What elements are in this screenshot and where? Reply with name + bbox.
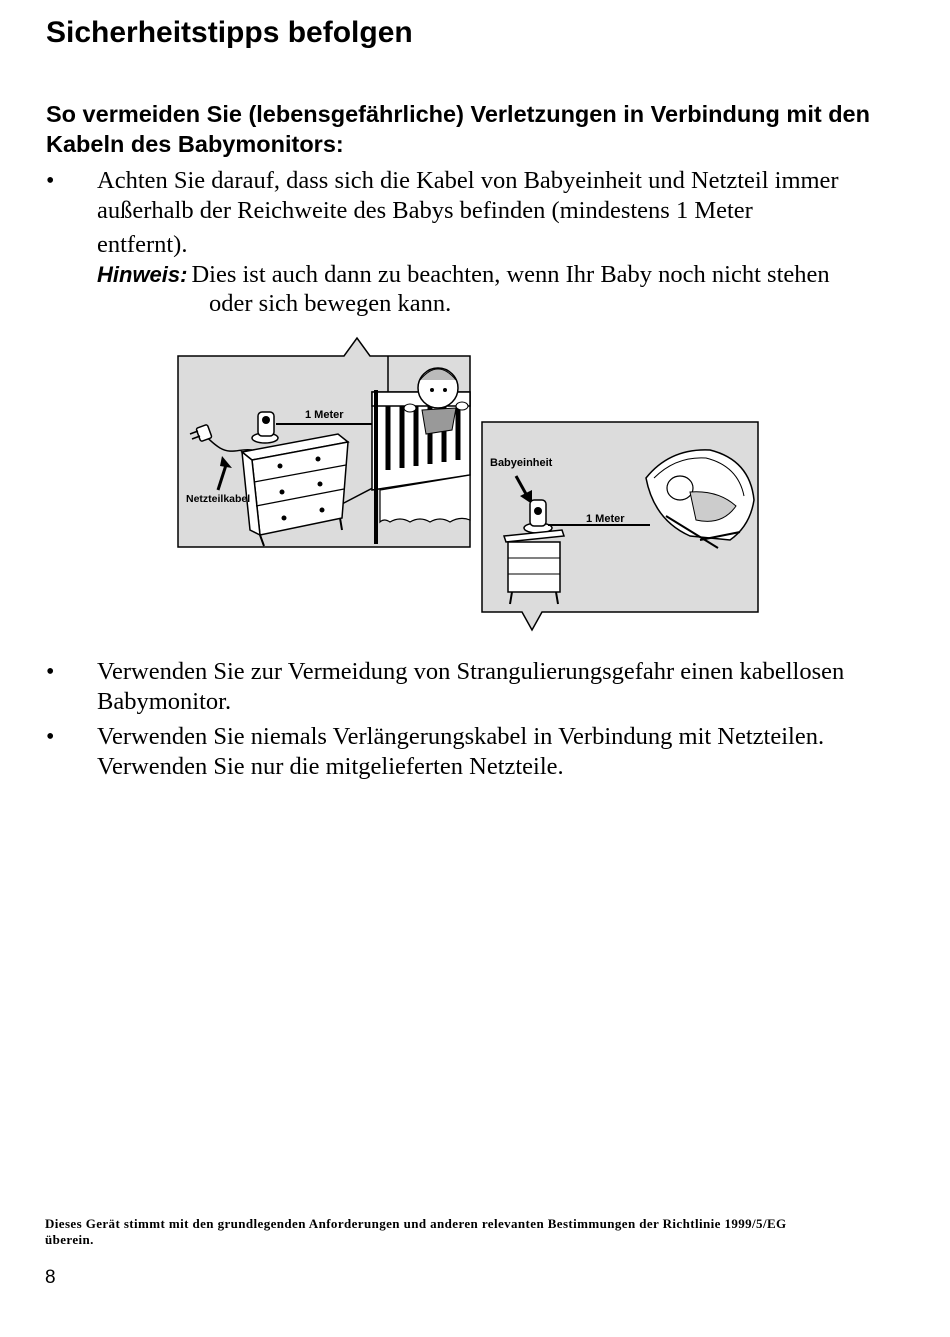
bullet-2: • bbox=[46, 659, 55, 685]
right-panel bbox=[482, 422, 758, 630]
bullet-3: • bbox=[46, 724, 55, 750]
hint-text-1: Dies ist auch dann zu beachten, wenn Ihr Baby noch nicht stehen bbox=[191, 261, 830, 288]
item-1-line-1: Achten Sie darauf, dass sich die Kabel von Babyeinheit und Netzteil immer bbox=[97, 167, 839, 194]
distance-label-left: 1 Meter bbox=[305, 409, 344, 421]
section-subtitle: So vermeiden Sie (lebensgefährliche) Verletzungen in Verbindung mit den Kabeln des Babymonitors: bbox=[46, 101, 870, 157]
hint-line-2: oder sich bewegen kann. bbox=[209, 290, 452, 317]
safety-illustration bbox=[170, 330, 770, 640]
bullet-1: • bbox=[46, 168, 55, 194]
left-panel bbox=[178, 338, 470, 547]
item-3-line-1: Verwenden Sie niemals Verlängerungskabel in Verbindung mit Netzteilen. bbox=[97, 723, 825, 750]
crib bbox=[372, 368, 470, 544]
item-1-line-2: außerhalb der Reichweite des Babys befinden (mindestens 1 Meter bbox=[97, 197, 753, 224]
cable-label: Netzteilkabel bbox=[186, 493, 251, 505]
conformity-footnote: Dieses Gerät stimmt mit den grundlegenden Anforderungen und anderen relevanten Bestimmungen der Richtlinie 1999/5/EG überein. bbox=[45, 1216, 787, 1247]
item-3-line-2: Verwenden Sie nur die mitgelieferten Netzteile. bbox=[97, 753, 564, 780]
page-number: 8 bbox=[45, 1267, 56, 1288]
distance-label-right: 1 Meter bbox=[586, 513, 625, 525]
item-2-line-2: Babymonitor. bbox=[97, 688, 232, 715]
item-1-line-3: entfernt). bbox=[97, 231, 188, 258]
unit-label: Babyeinheit bbox=[490, 457, 553, 469]
page-title: Sicherheitstipps befolgen bbox=[46, 16, 413, 49]
hint-line-1 bbox=[97, 260, 830, 293]
item-2-line-1: Verwenden Sie zur Vermeidung von Strangulierungsgefahr einen kabellosen bbox=[97, 658, 845, 685]
hint-label: Hinweis: bbox=[97, 262, 188, 287]
